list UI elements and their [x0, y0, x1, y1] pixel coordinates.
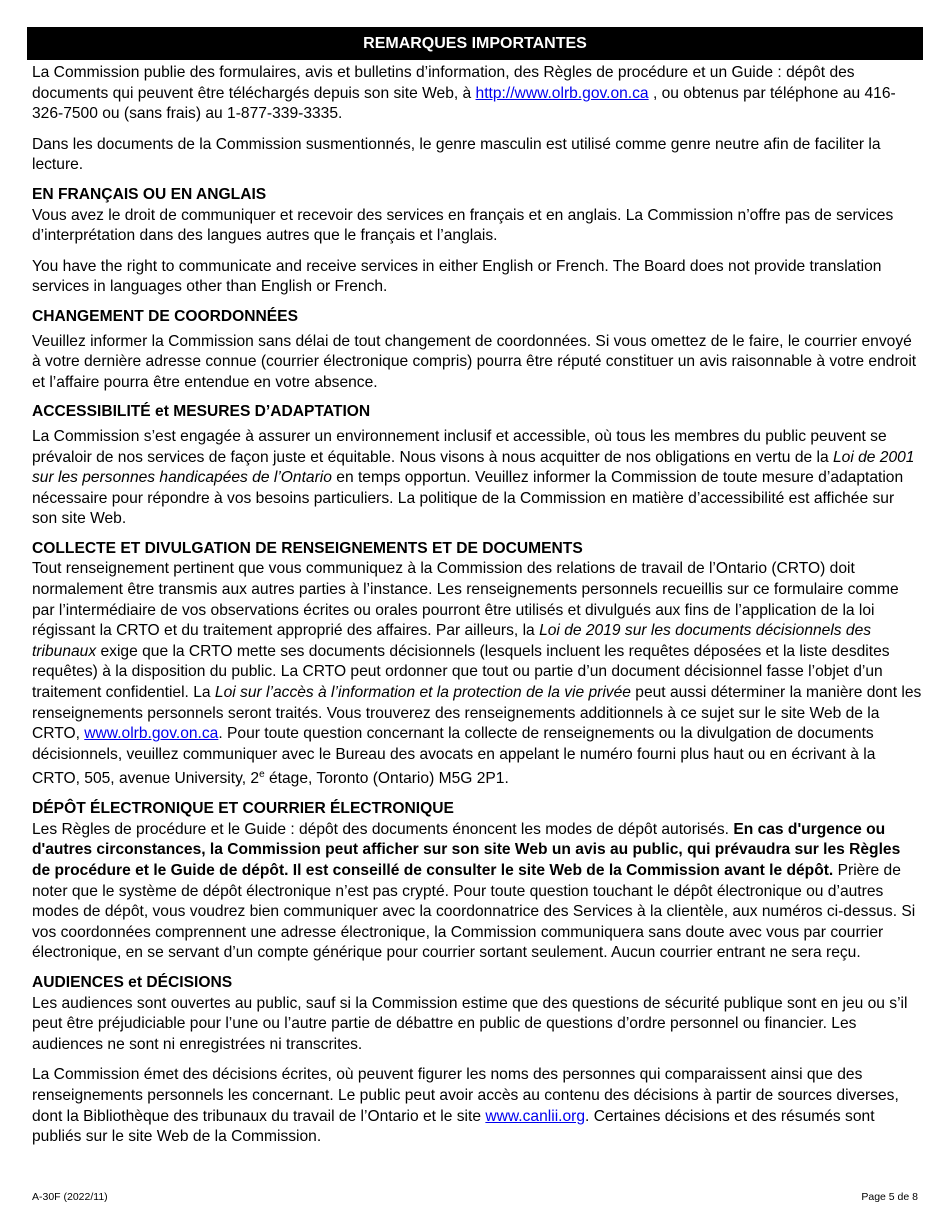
act-title: Loi de 2019 sur les documents décisionnels des tribunaux	[32, 622, 872, 660]
superscript: e	[259, 769, 265, 781]
language-paragraph-fr: Vous avez le droit de communiquer et recevoir des services en français et en anglais. La Commission n’offre pas de services d’interprétation dans des langues autres que le français et l’anglais.	[32, 206, 894, 245]
language-paragraph-en: You have the right to communicate and receive services in either English or French. The Board does not provide translation services in languages other than English or French.	[32, 257, 882, 296]
document-body	[32, 63, 922, 1148]
collection-text: étage, Toronto (Ontario) M5G 2P1.	[264, 770, 509, 788]
efiling-text: Les Règles de procédure et le Guide : dépôt des documents énoncent les modes de dépôt autorisés.	[32, 820, 734, 838]
page-title: REMARQUES IMPORTANTES	[363, 34, 587, 52]
collection-text: . Pour toute question concernant la collecte de renseignements ou la divulgation de documents décisionnels, veuillez communiquer avec le Bureau des avocats en appelant le numéro fourni plus haut ou en écrivant à la CRTO, 505, avenue University, 2	[32, 725, 876, 788]
hearings-paragraph-1: Les audiences sont ouvertes au public, sauf si la Commission estime que des questions de sécurité publique sont en jeu ou s’il peut être préjudiciable pour l’une ou l’autre partie de débattre en public de questions d’ordre personnel ou financier. Les audiences ne sont ni enregistrées ni transcrites.	[32, 994, 908, 1053]
collection-paragraph	[32, 559, 922, 790]
intro-paragraph-1	[32, 63, 922, 125]
section-heading-hearings: AUDIENCES et DÉCISIONS	[32, 973, 233, 991]
form-code: A-30F (2022/11)	[32, 1191, 108, 1203]
intro-paragraph-2: Dans les documents de la Commission susmentionnés, le genre masculin est utilisé comme genre neutre afin de faciliter la lecture.	[32, 135, 881, 174]
act-title: Loi de 2001 sur les personnes handicapées de l’Ontario	[32, 448, 915, 487]
act-title: Loi sur l’accès à l’information et la protection de la vie privée	[214, 684, 631, 702]
collection-text: peut aussi déterminer la manière dont les renseignements personnels seront traités. Vous trouverez des renseignements additionnels à ce sujet sur le site Web de la CRTO,	[32, 684, 922, 743]
olrb-website-link[interactable]: www.olrb.gov.on.ca	[84, 725, 219, 743]
hearings-text: La Commission émet des décisions écrites, où peuvent figurer les noms des personnes qui comparaissent ainsi que des renseignements personnels les concernant. Le public peut avoir accès au contenu des décisions à partir de sources diverses, dont la Bibliothèque des tribunaux du travail de l’Ontario et le site	[32, 1066, 899, 1125]
section-heading-efiling: DÉPÔT ÉLECTRONIQUE ET COURRIER ÉLECTRONIQUE	[32, 800, 454, 818]
efiling-paragraph	[32, 820, 922, 964]
page-title-banner	[27, 27, 923, 60]
section-heading-language: EN FRANÇAIS OU EN ANGLAIS	[32, 185, 267, 203]
intro-text: , ou obtenus par téléphone au 416-326-7500 ou (sans frais) au 1-877-339-3335.	[32, 84, 896, 123]
hearings-text: . Certaines décisions et des résumés sont publiés sur le site Web de la Commission.	[32, 1107, 875, 1146]
hearings-paragraph-2	[32, 1065, 922, 1147]
page-number: Page 5 de 8	[861, 1191, 918, 1203]
collection-text: exige que la CRTO mette ses documents décisionnels (lesquels incluent les requêtes déposées et la liste desdites requêtes) à la disposition du public. La CRTO peut ordonner que tout ou partie d’un document décisionnel fasse l’objet d’un traitement confidentiel. La	[32, 642, 890, 702]
contact-change-paragraph: Veuillez informer la Commission sans délai de tout changement de coordonnées. Si vous omettez de le faire, le courrier envoyé à votre dernière adresse connue (courrier électronique compris) pourra être réputé constituer un avis raisonnable à votre endroit et l’affaire pourra être entendue en votre absence.	[32, 332, 917, 391]
accessibility-paragraph	[32, 427, 922, 530]
section-heading-collection: COLLECTE ET DIVULGATION DE RENSEIGNEMENTS ET DE DOCUMENTS	[32, 539, 583, 557]
accessibility-text: La Commission s’est engagée à assurer un environnement inclusif et accessible, où tous les membres du public peuvent se prévaloir de nos services de façon juste et équitable. Nous visons à nous acquitter de nos obligations en vertu de la	[32, 427, 887, 466]
efiling-text: Prière de noter que le système de dépôt électronique n’est pas crypté. Pour toute question touchant le dépôt électronique ou d’autres modes de dépôt, vous voudrez bien communiquer avec la coordonnatrice des Services à la clientèle, aux numéros ci-dessus. Si vos coordonnées comprennent une adresse électronique, la Commission communiquera sans doute avec vous par courrier électronique, en se servant d’un compte générique pour courrier sortant seulement. Aucun courrier entrant ne sera reçu.	[32, 861, 916, 962]
intro-text: La Commission publie des formulaires, avis et bulletins d’information, des Règles de procédure et un Guide : dépôt des documents qui peuvent être téléchargés depuis son site Web, à	[32, 64, 855, 102]
accessibility-text: en temps opportun. Veuillez informer la Commission de toute mesure d’adaptation nécessaire pour répondre à vos besoins particuliers. La politique de la Commission en matière d’accessibilité est affichée sur son site Web.	[32, 469, 904, 528]
efiling-emphasis: En cas d'urgence ou d'autres circonstances, la Commission peut afficher sur son site Web un avis au public, qui prévaudra sur les Règles de procédure et le Guide de dépôt. Il est conseillé de consulter le site Web de la Commission avant le dépôt.	[32, 820, 901, 879]
section-heading-accessibility: ACCESSIBILITÉ et MESURES D’ADAPTATION	[32, 403, 371, 421]
olrb-website-link[interactable]: http://www.olrb.gov.on.ca	[475, 84, 649, 102]
collection-text: Tout renseignement pertinent que vous communiquez à la Commission des relations de travail de l’Ontario (CRTO) doit normalement être transmis aux autres parties à l’instance. Les renseignements personnels recueillis sur ce formulaire comme par l’intermédiaire de vos observations écrites ou orales pourront être utilisés et divulgués aux fins de l’application de la loi régissant la CRTO et du traitement approprié des affaires. Par ailleurs, la	[32, 560, 899, 640]
section-heading-contact-change: CHANGEMENT DE COORDONNÉES	[32, 307, 298, 325]
canlii-link[interactable]: www.canlii.org	[485, 1107, 586, 1125]
